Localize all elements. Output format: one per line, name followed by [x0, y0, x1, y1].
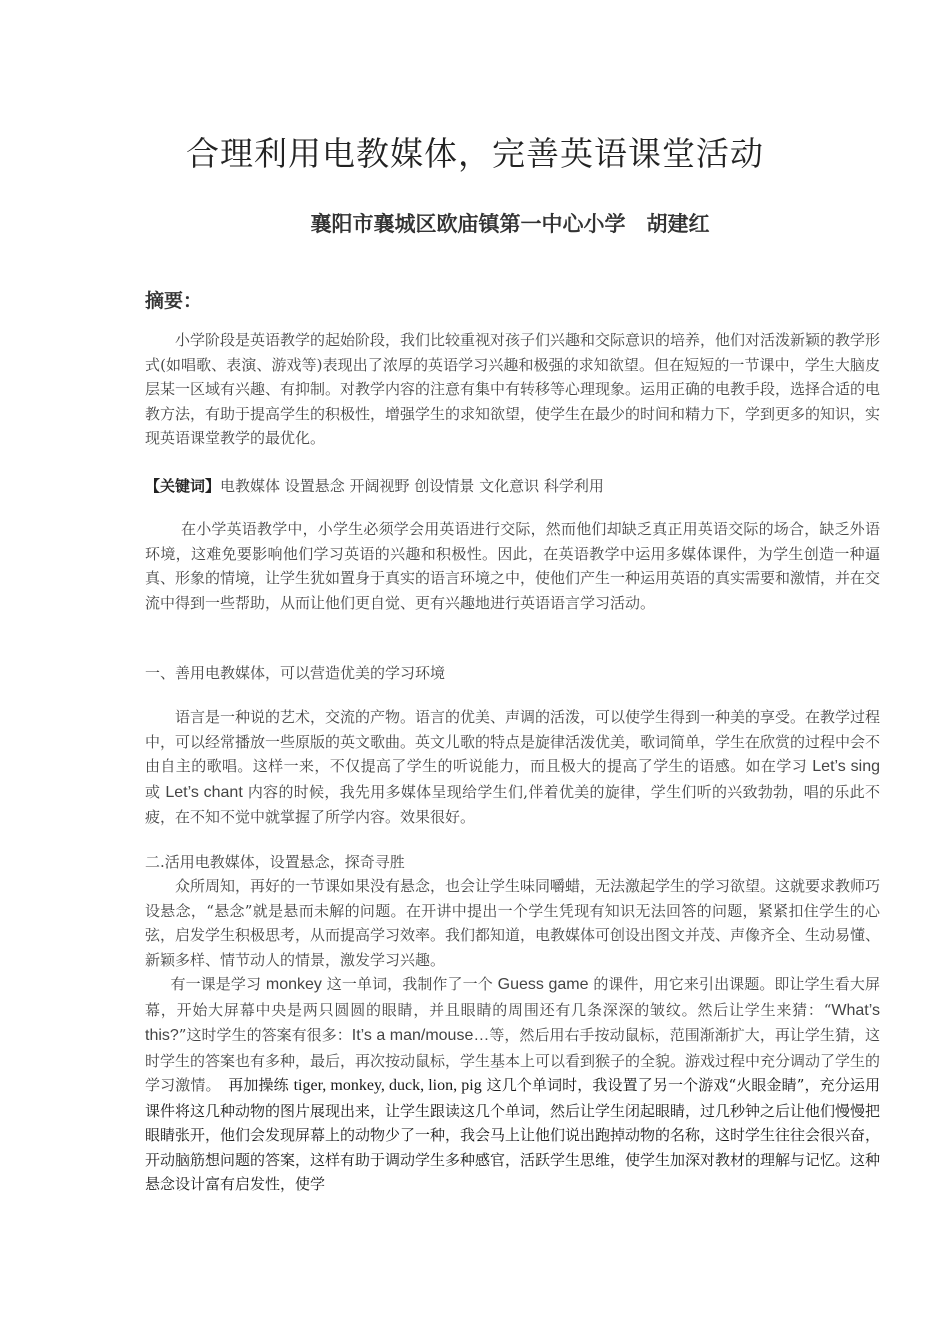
text-run: 再加操练 [228, 1076, 294, 1094]
text-run: 或 [145, 782, 166, 801]
keywords-line [145, 474, 880, 499]
text-run: ”这时学生的答案有很多： [178, 1026, 352, 1044]
text-run: 的课件，用它来引出课题。即让学生看大屏幕，开始大屏幕中央是两只圆圆的眼睛，并且眼睛的周围还有几条深深的皱纹。然后让学生来猜：“ [145, 975, 880, 1019]
text-run: 等，然后用右手按动鼠标，范围渐渐扩大，再让学生猜，这时学生的答案也有多种，最后，再次按动鼠标，学生基本上可以看到猴子的全貌。游戏过程中充分调动了学生的学习激情。 [145, 1026, 881, 1094]
section2-paragraph-2 [145, 972, 880, 1197]
abstract-heading: 摘要： [145, 290, 203, 312]
text-run: 语言是一种说的艺术，交流的产物。语言的优美、声调的活泼，可以使学生得到一种美的享受。在教学过程中，可以经常播放一些原版的英文歌曲。英文儿歌的特点是旋律活泼优美，歌词简单，学生在欣赏的过程中会不由自主的歌唱。这样一来，不仅提高了学生的听说能力，而且极大的提高了学生的语感。如在学习 [145, 708, 881, 775]
document-title: 合理利用电教媒体，完善英语课堂活动 [186, 134, 764, 173]
text-run: Let’s sing [812, 758, 880, 775]
keywords-label: 【关键词】 [145, 477, 221, 495]
section2-heading: 二.活用电教媒体，设置悬念，探奇寻胜 [145, 853, 405, 871]
text-run: tiger, monkey, duck, lion, pig [293, 1077, 482, 1094]
text-run: What’s this? [145, 1001, 880, 1044]
text-run: 这几个单词时，我设置了另一个游戏“火眼金睛”，充分运用课件将这几种动物的图片展现出来，让学生跟读这几个单词，然后让学生闭起眼睛，过几秒钟之后让他们慢慢把眼睛张开，他们会发现屏幕上的动物少了一种，我会马上让他们说出跑掉动物的名称，这时学生往往会很兴奋，开动脑筋想问题的答案，这样有助于调动学生多种感官，活跃学生思维，使学生加深对教材的理解与记忆。这种悬念设计富有启发性，使学 [145, 1076, 881, 1193]
text-run: 有一课是学习 [170, 975, 266, 993]
section1-paragraph [145, 705, 880, 830]
abstract-paragraph: 小学阶段是英语教学的起始阶段，我们比较重视对孩子们兴趣和交际意识的培养，他们对活泼新颖的教学形式(如唱歌、表演、游戏等)表现出了浓厚的英语学习兴趣和极强的求知欲望。但在短短的一节课中，学生大脑皮层某一区域有兴趣、有抑制。对教学内容的注意有集中有转移等心理现象。运用正确的电教手段，选择合适的电教方法，有助于提高学生的积极性，增强学生的求知欲望，使学生在最少的时间和精力下，学到更多的知识，实现英语课堂教学的最优化。 [145, 331, 881, 447]
section2-paragraph-1: 众所周知，再好的一节课如果没有悬念，也会让学生味同嚼蜡，无法激起学生的学习欲望。这就要求教师巧设悬念，“悬念”就是悬而未解的问题。在开讲中提出一个学生凭现有知识无法回答的问题，紧紧扣住学生的心弦，启发学生积极思考，从而提高学习效率。我们都知道，电教媒体可创设出图文并茂、声像齐全、生动易懂、新颖多样、情节动人的情景，激发学习兴趣。 [145, 877, 881, 969]
section1-heading: 一、善用电教媒体，可以营造优美的学习环境 [145, 664, 446, 682]
text-run: It’s a man/mouse… [351, 1027, 490, 1044]
text-run: 内容的时候，我先用多媒体呈现给学生们,伴着优美的旋律，学生们听的兴致勃勃，唱的乐此不疲，在不知不觉中就掌握了所学内容。效果很好。 [145, 782, 880, 826]
text-run: 这一单词，我制作了一个 [321, 975, 498, 993]
author-line: 襄阳市襄城区欧庙镇第一中心小学 胡建红 [310, 212, 710, 236]
text-run: monkey [265, 976, 322, 993]
intro-paragraph: 在小学英语教学中，小学生必须学会用英语进行交际，然而他们却缺乏真正用英语交际的场合，缺乏外语环境，这难免要影响他们学习英语的兴趣和积极性。因此，在英语教学中运用多媒体课件，为学生创造一种逼真、形象的情境，让学生犹如置身于真实的语言环境之中，使他们产生一种运用英语的真实需要和激情，并在交流中得到一些帮助，从而让他们更自觉、更有兴趣地进行英语语言学习活动。 [145, 520, 881, 612]
text-run: Guess game [497, 976, 589, 993]
keywords-text: 电教媒体 设置悬念 开阔视野 创设情景 文化意识 科学利用 [220, 477, 604, 495]
text-run: Let’s chant [165, 783, 243, 801]
